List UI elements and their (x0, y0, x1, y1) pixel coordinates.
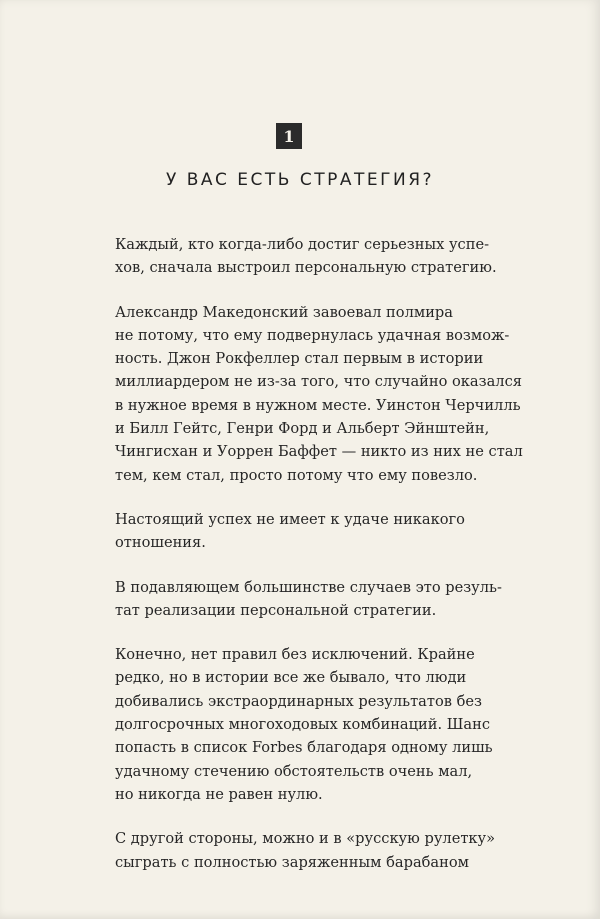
body-text (115, 233, 565, 895)
text-line: не потому, что ему подвернулась удачная возмож- (115, 326, 510, 344)
text-line: добивались экстраординарных результатов без (115, 692, 482, 710)
paragraph (115, 827, 565, 874)
text-line: С другой стороны, можно и в «русскую рулетку» (115, 830, 496, 848)
text-line: редко, но в истории все же бывало, что люди (115, 669, 467, 687)
text-line: Каждый, кто когда-либо достиг серьезных успе- (115, 236, 490, 253)
text-line: В подавляющем большинстве случаев это резуль- (115, 578, 502, 596)
text-line: отношения. (115, 534, 206, 552)
paragraph (115, 301, 565, 487)
chapter-title: У ВАС ЕСТЬ СТРАТЕГИЯ? (165, 170, 435, 190)
text-line: в нужное время в нужном месте. Уинстон Черчилль (115, 396, 521, 414)
text-line: и Билл Гейтс, Генри Форд и Альберт Эйнштейн, (115, 420, 490, 438)
text-line: Александр Македонский завоевал полмира (115, 303, 453, 321)
text-line: Конечно, нет правил без исключений. Крайне (115, 646, 475, 664)
chapter-number-badge: 1 (276, 123, 302, 149)
paragraph (115, 643, 565, 806)
text-line: попасть в список Forbes благодаря одному лишь (115, 739, 493, 757)
text-line: хов, сначала выстроил персональную стратегию. (115, 259, 497, 277)
text-line: миллиардером не из-за того, что случайно оказался (115, 373, 522, 391)
paragraph (115, 576, 565, 623)
paragraph (115, 508, 565, 555)
text-line: сыграть с полностью заряженным барабаном (115, 853, 469, 871)
text-line: Чингисхан и Уоррен Баффет — никто из них не стал (115, 443, 523, 461)
text-line: Настоящий успех не имеет к удаче никакого (115, 510, 465, 528)
text-line: долгосрочных многоходовых комбинаций. Шанс (115, 716, 490, 734)
text-line: но никогда не равен нулю. (115, 785, 323, 803)
text-line: ность. Джон Рокфеллер стал первым в истории (115, 350, 484, 368)
paragraph (115, 233, 565, 280)
text-line: тем, кем стал, просто потому что ему повезло. (115, 466, 478, 484)
text-line: удачному стечению обстоятельств очень мал, (115, 762, 473, 780)
text-line: тат реализации персональной стратегии. (115, 601, 437, 619)
